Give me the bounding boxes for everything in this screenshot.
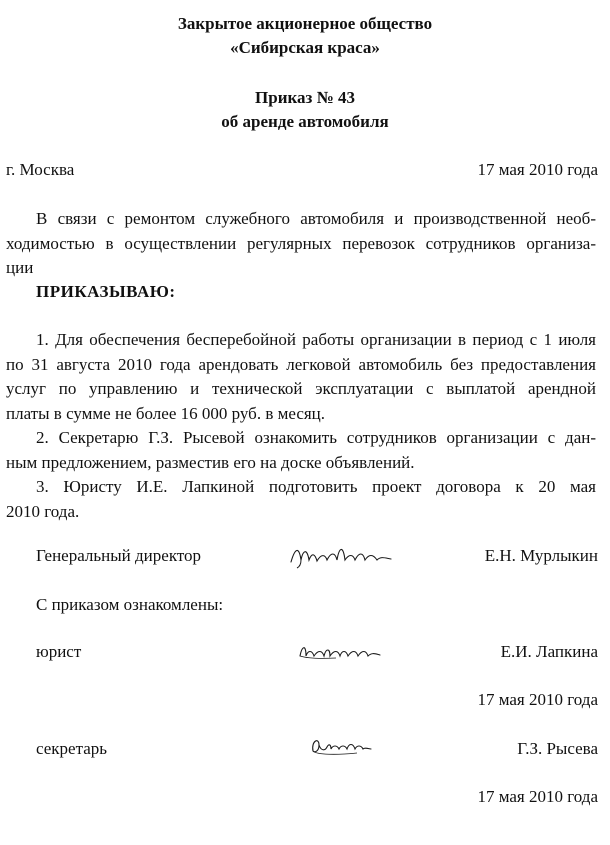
preamble [6,207,596,281]
preamble-line: ции [6,258,34,277]
preamble-line: В связи с ремонтом служебного автомобиля и производственной необ- [36,209,596,228]
lawyer-name: Е.И. Лапкина [500,642,598,661]
secretary-ack-date: 17 мая 2010 года [477,787,598,806]
lawyer-ack-date: 17 мая 2010 года [477,690,598,709]
item-line: ным предложением, разместив его на доске объявлений. [6,452,415,472]
item-line: услуг по управлению и технической эксплуатации с выплатой арендной [6,379,596,398]
city: г. Москва [6,160,75,179]
secretary-title: секретарь [36,739,108,758]
director-title: Генеральный директор [36,546,202,565]
acknowledged-label: С приказом ознакомлены: [36,595,224,614]
item-line: 1. Для обеспечения бесперебойной работы организации в период с 1 июля [36,330,596,349]
order-subject: об аренде автомобиля [221,112,389,131]
order-item-3 [6,475,596,524]
director-name: Е.Н. Мурлыкин [484,546,598,565]
preamble-line: ходимостью в осуществлении регулярных перевозок сотрудников организа- [6,233,596,253]
order-item-1 [6,328,596,426]
director-signature [287,540,397,570]
item-line: 2. Секретарю Г.З. Рысевой ознакомить сотрудников организации с дан- [36,428,596,447]
order-word: ПРИКАЗЫВАЮ: [36,282,176,301]
order-item-2 [6,426,596,475]
item-line: по 31 августа 2010 года арендовать легковой автомобиль без предоставления [6,354,596,374]
organization-name: «Сибирская краса» [230,38,380,57]
item-line: 2010 года. [6,501,80,521]
lawyer-title: юрист [36,642,82,661]
order-title: Приказ № 43 [255,88,355,107]
secretary-name: Г.З. Рысева [517,739,598,758]
organization-type: Закрытое акционерное общество [177,14,433,33]
item-line: платы в сумме не более 16 000 руб. в месяц. [6,403,326,423]
order-date: 17 мая 2010 года [477,160,598,179]
item-line: 3. Юристу И.Е. Лапкиной подготовить проект договора к 20 мая [36,477,596,496]
secretary-signature [307,733,377,759]
lawyer-signature [296,640,386,664]
